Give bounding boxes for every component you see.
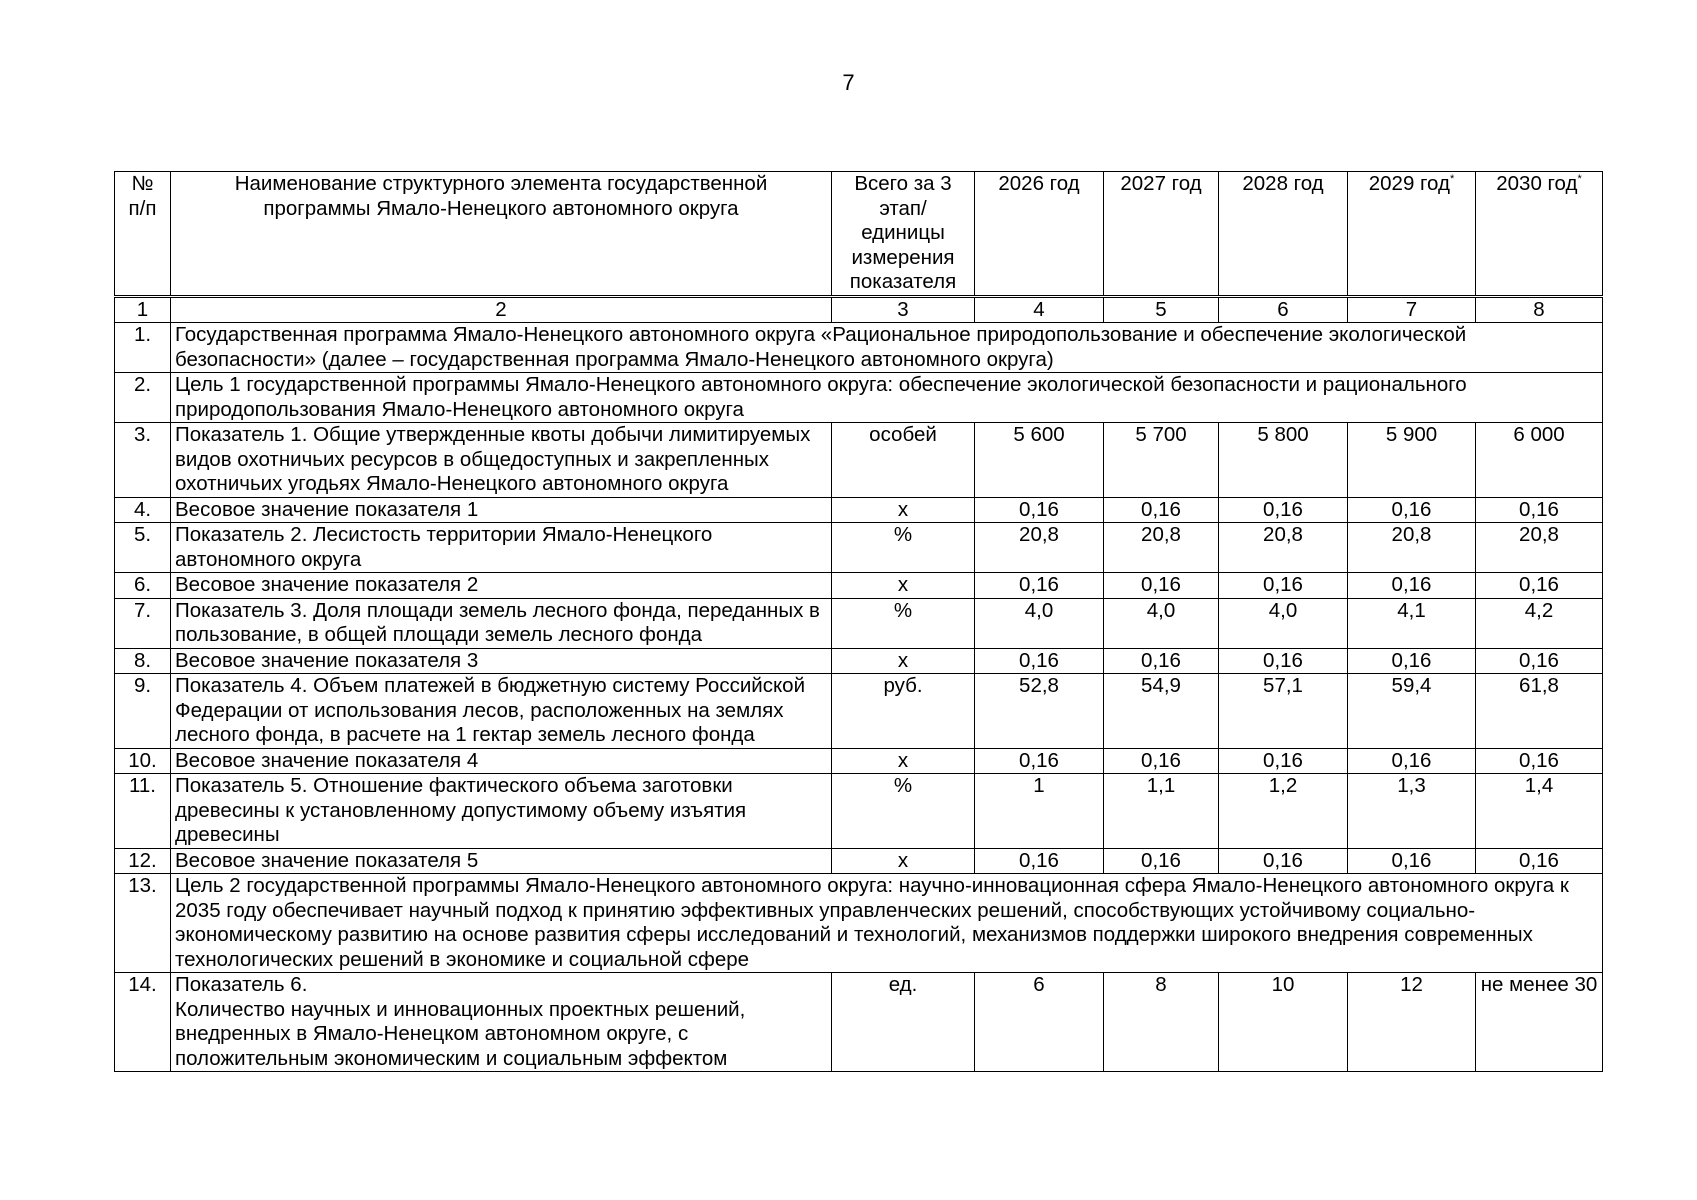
header-num (115, 172, 171, 297)
indicator-value: 0,16 (1476, 573, 1603, 599)
column-number: 6 (1219, 296, 1348, 323)
column-number: 4 (975, 296, 1104, 323)
header-year-2026 (975, 172, 1104, 297)
column-number: 2 (171, 296, 832, 323)
indicator-name: Показатель 6. Количество научных и инновационных проектных решений, внедренных в Ямало-Ненецком автономном округе, с положительным экономическим и социальным эффектом (171, 973, 832, 1072)
indicator-name: Показатель 3. Доля площади земель лесного фонда, переданных в пользование, в общей площади земель лесного фонда (171, 598, 832, 648)
indicator-value: 0,16 (1348, 648, 1476, 674)
indicator-value: 52,8 (975, 674, 1104, 749)
indicator-name: Весовое значение показателя 1 (171, 497, 832, 523)
indicator-value: 0,16 (1348, 748, 1476, 774)
row-number: 1. (115, 323, 171, 373)
header-unit-text: Всего за 3 этап/ единицы измерения показателя (849, 172, 957, 293)
column-number: 7 (1348, 296, 1476, 323)
indicator-value: 1,4 (1476, 774, 1603, 849)
indicator-name: Весовое значение показателя 5 (171, 848, 832, 874)
header-unit (832, 172, 975, 297)
indicator-name: Весовое значение показателя 3 (171, 648, 832, 674)
indicator-value: 1,3 (1348, 774, 1476, 849)
section-title: Цель 1 государственной программы Ямало-Ненецкого автономного округа: обеспечение экологической безопасности и рационального природопользования Ямало-Ненецкого автономного округа (171, 373, 1603, 423)
row-number: 7. (115, 598, 171, 648)
indicator-value: 4,0 (1104, 598, 1219, 648)
indicator-value: 0,16 (1104, 748, 1219, 774)
row-number: 6. (115, 573, 171, 599)
indicator-value: 0,16 (1476, 848, 1603, 874)
column-number: 8 (1476, 296, 1603, 323)
indicator-unit: % (832, 774, 975, 849)
indicator-unit: х (832, 748, 975, 774)
indicator-value: 0,16 (975, 573, 1104, 599)
indicator-value: 20,8 (1476, 523, 1603, 573)
indicator-value: 20,8 (975, 523, 1104, 573)
table-row (115, 648, 1603, 674)
header-year-2029 (1348, 172, 1476, 297)
indicator-value: 0,16 (1476, 497, 1603, 523)
indicator-value: 1 (975, 774, 1104, 849)
indicator-value: 0,16 (1104, 648, 1219, 674)
indicator-unit: руб. (832, 674, 975, 749)
header-year-label: 2027 год (1120, 172, 1202, 195)
header-name-text: Наименование структурного элемента государственной программы Ямало-Ненецкого автономного округа (234, 172, 768, 220)
indicator-value: 0,16 (1104, 573, 1219, 599)
indicator-value: 0,16 (1476, 648, 1603, 674)
table-row (115, 848, 1603, 874)
indicator-value: 20,8 (1348, 523, 1476, 573)
indicator-value: 1,1 (1104, 774, 1219, 849)
table-row (115, 423, 1603, 498)
row-number: 2. (115, 373, 171, 423)
indicator-value: 59,4 (1348, 674, 1476, 749)
indicator-value: 0,16 (1219, 648, 1348, 674)
header-year-2028 (1219, 172, 1348, 297)
indicator-name: Показатель 4. Объем платежей в бюджетную систему Российской Федерации от использования лесов, расположенных на землях лесного фонда, в расчете на 1 гектар земель лесного фонда (171, 674, 832, 749)
column-number: 3 (832, 296, 975, 323)
indicator-unit: ед. (832, 973, 975, 1072)
indicator-value: 4,2 (1476, 598, 1603, 648)
indicator-value: 20,8 (1219, 523, 1348, 573)
table-header-row (115, 172, 1603, 297)
indicator-value: не менее 30 (1476, 973, 1603, 1072)
table-row (115, 573, 1603, 599)
indicator-value: 0,16 (1348, 497, 1476, 523)
indicator-unit: х (832, 497, 975, 523)
row-number: 13. (115, 874, 171, 973)
indicator-value: 0,16 (975, 497, 1104, 523)
indicator-value: 0,16 (975, 648, 1104, 674)
table-row (115, 523, 1603, 573)
indicator-unit: х (832, 573, 975, 599)
indicator-value: 1,2 (1219, 774, 1348, 849)
indicator-value: 20,8 (1104, 523, 1219, 573)
table-body (115, 172, 1603, 1072)
indicator-value: 5 900 (1348, 423, 1476, 498)
header-year-label: 2029 год (1368, 172, 1450, 195)
indicator-value: 54,9 (1104, 674, 1219, 749)
row-number: 5. (115, 523, 171, 573)
indicator-value: 0,16 (975, 848, 1104, 874)
indicator-name: Показатель 1. Общие утвержденные квоты добычи лимитируемых видов охотничьих ресурсов в общедоступных и закрепленных охотничьих угодьях Ямало-Ненецкого автономного округа (171, 423, 832, 498)
program-indicators-table (114, 171, 1603, 1072)
indicator-value: 6 000 (1476, 423, 1603, 498)
footnote-mark: * (1577, 173, 1582, 186)
indicator-value: 57,1 (1219, 674, 1348, 749)
header-year-label: 2026 год (998, 172, 1080, 195)
indicator-unit: % (832, 523, 975, 573)
indicator-value: 4,0 (1219, 598, 1348, 648)
indicator-value: 0,16 (1219, 748, 1348, 774)
row-number: 8. (115, 648, 171, 674)
table-row (115, 774, 1603, 849)
indicator-value: 0,16 (1219, 497, 1348, 523)
column-number: 1 (115, 296, 171, 323)
indicator-value: 12 (1348, 973, 1476, 1072)
header-year-2030 (1476, 172, 1603, 297)
indicator-unit: х (832, 848, 975, 874)
indicator-name: Показатель 2. Лесистость территории Ямало-Ненецкого автономного округа (171, 523, 832, 573)
row-number: 9. (115, 674, 171, 749)
indicator-value: 4,1 (1348, 598, 1476, 648)
table-row (115, 973, 1603, 1072)
header-name (171, 172, 832, 297)
header-num-text: № п/п (128, 172, 157, 220)
row-number: 11. (115, 774, 171, 849)
indicator-value: 0,16 (1348, 848, 1476, 874)
table-row (115, 598, 1603, 648)
indicator-unit: х (832, 648, 975, 674)
indicator-value: 5 800 (1219, 423, 1348, 498)
section-title: Государственная программа Ямало-Ненецкого автономного округа «Рациональное природопользование и обеспечение экологической безопасности» (далее – государственная программа Ямало-Ненецкого автономного округа) (171, 323, 1603, 373)
indicator-value: 4,0 (975, 598, 1104, 648)
footnote-mark: * (1449, 173, 1455, 186)
row-number: 10. (115, 748, 171, 774)
table-row (115, 497, 1603, 523)
header-year-label: 2028 год (1242, 172, 1324, 195)
indicator-value: 61,8 (1476, 674, 1603, 749)
indicator-value: 8 (1104, 973, 1219, 1072)
header-year-label: 2030 год (1496, 172, 1578, 195)
table-row (115, 874, 1603, 973)
table-row (115, 674, 1603, 749)
indicator-unit: особей (832, 423, 975, 498)
indicator-value: 6 (975, 973, 1104, 1072)
table-row (115, 373, 1603, 423)
row-number: 12. (115, 848, 171, 874)
indicator-value: 10 (1219, 973, 1348, 1072)
indicator-value: 0,16 (1104, 497, 1219, 523)
table-row (115, 323, 1603, 373)
indicator-name: Показатель 5. Отношение фактического объема заготовки древесины к установленному допустимому объему изъятия древесины (171, 774, 832, 849)
indicator-value: 5 600 (975, 423, 1104, 498)
indicator-value: 0,16 (1104, 848, 1219, 874)
row-number: 14. (115, 973, 171, 1072)
indicator-name: Весовое значение показателя 4 (171, 748, 832, 774)
indicator-value: 0,16 (1476, 748, 1603, 774)
column-numbering-row (115, 296, 1603, 323)
indicator-value: 0,16 (1219, 848, 1348, 874)
indicator-value: 5 700 (1104, 423, 1219, 498)
header-year-2027 (1104, 172, 1219, 297)
column-number: 5 (1104, 296, 1219, 323)
indicator-name: Весовое значение показателя 2 (171, 573, 832, 599)
page-number: 7 (842, 70, 855, 95)
section-title: Цель 2 государственной программы Ямало-Ненецкого автономного округа: научно-инновационная сфера Ямало-Ненецкого автономного округа к 2035 году обеспечивает научный подход к принятию эффективных управленческих решений, способствующих устойчивому социально-экономическому развитию на основе развития сферы исследований и технологий, механизмов поддержки широкого внедрения современных технологических решений в экономике и социальной сфере (171, 874, 1603, 973)
row-number: 3. (115, 423, 171, 498)
row-number: 4. (115, 497, 171, 523)
indicator-unit: % (832, 598, 975, 648)
indicator-value: 0,16 (1219, 573, 1348, 599)
indicator-value: 0,16 (975, 748, 1104, 774)
indicator-value: 0,16 (1348, 573, 1476, 599)
table-row (115, 748, 1603, 774)
